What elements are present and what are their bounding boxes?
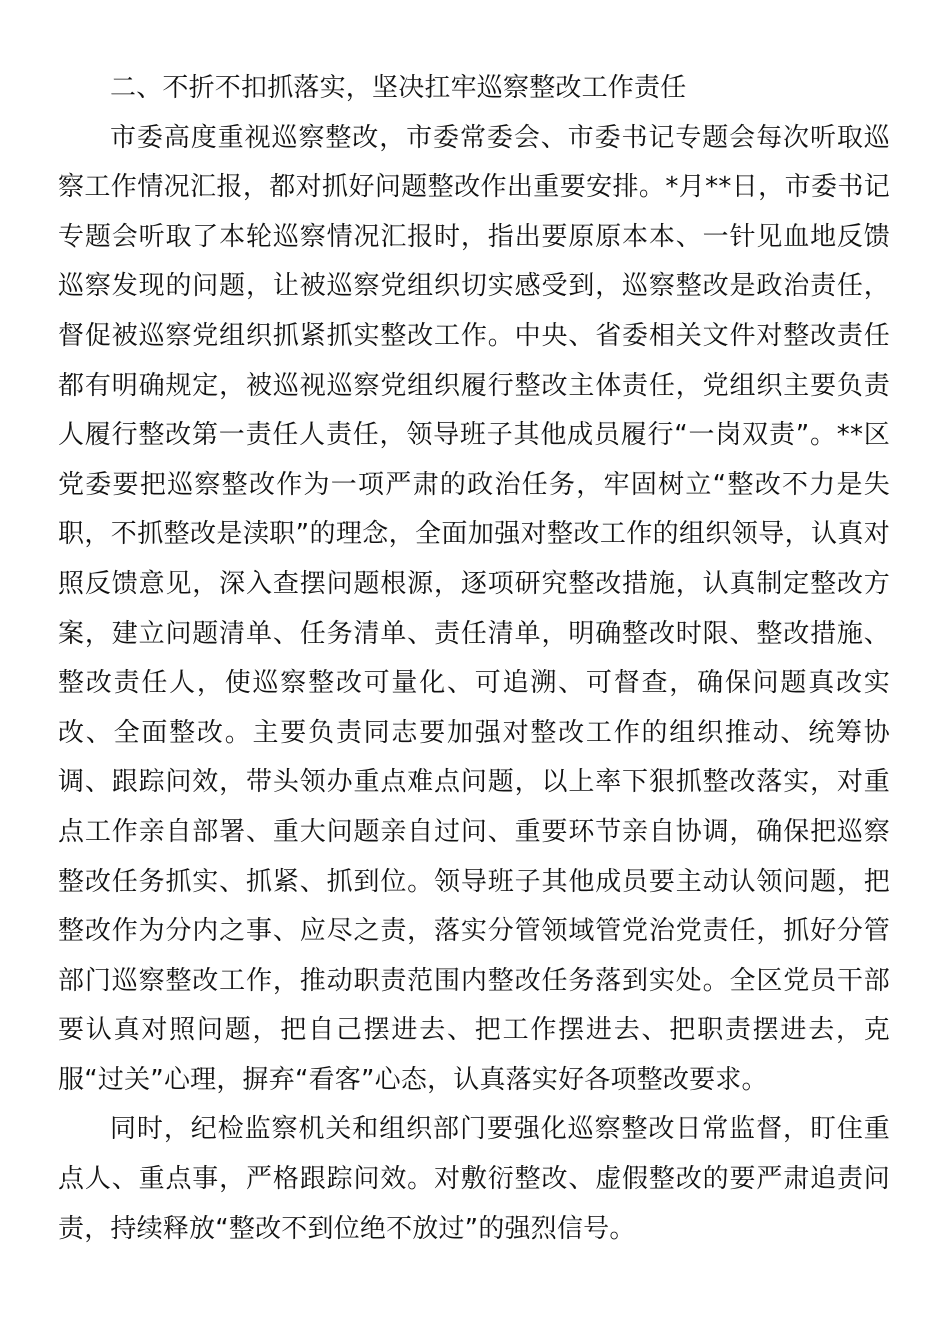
document-page — [58, 64, 890, 1254]
body-paragraph: 同时，纪检监察机关和组织部门要强化巡察整改日常监督，盯住重点人、重点事，严格跟踪问效。对敷衍整改、虚假整改的要严肃追责问责，持续释放“整改不到位绝不放过”的强烈信号。 — [58, 1114, 890, 1244]
section-heading: 二、不折不扣抓落实，坚决扛牢巡察整改工作责任 — [110, 73, 687, 103]
body-paragraph: 市委高度重视巡察整改，市委常委会、市委书记专题会每次听取巡察工作情况汇报，都对抓好问题整改作出重要安排。*月**日，市委书记专题会听取了本轮巡察情况汇报时，指出要原原本本、一针见血地反馈巡察发现的问题，让被巡察党组织切实感受到，巡察整改是政治责任，督促被巡察党组织抓紧抓实整改工作。中央、省委相关文件对整改责任都有明确规定，被巡视巡察党组织履行整改主体责任，党组织主要负责人履行整改第一责任人责任，领导班子其他成员履行“一岗双责”。**区党委要把巡察整改作为一项严肃的政治任务，牢固树立“整改不力是失职，不抓整改是渎职”的理念，全面加强对整改工作的组织领导，认真对照反馈意见，深入查摆问题根源，逐项研究整改措施，认真制定整改方案，建立问题清单、任务清单、责任清单，明确整改时限、整改措施、整改责任人，使巡察整改可量化、可追溯、可督查，确保问题真改实改、全面整改。主要负责同志要加强对整改工作的组织推动、统筹协调、跟踪问效，带头领办重点难点问题，以上率下狠抓整改落实，对重点工作亲自部署、重大问题亲自过问、重要环节亲自协调，确保把巡察整改任务抓实、抓紧、抓到位。领导班子其他成员要主动认领问题，把整改作为分内之事、应尽之责，落实分管领域管党治党责任，抓好分管部门巡察整改工作，推动职责范围内整改任务落到实处。全区党员干部要认真对照问题，把自己摆进去、把工作摆进去、把职责摆进去，克服“过关”心理，摒弃“看客”心态，认真落实好各项整改要求。 — [58, 122, 890, 1095]
